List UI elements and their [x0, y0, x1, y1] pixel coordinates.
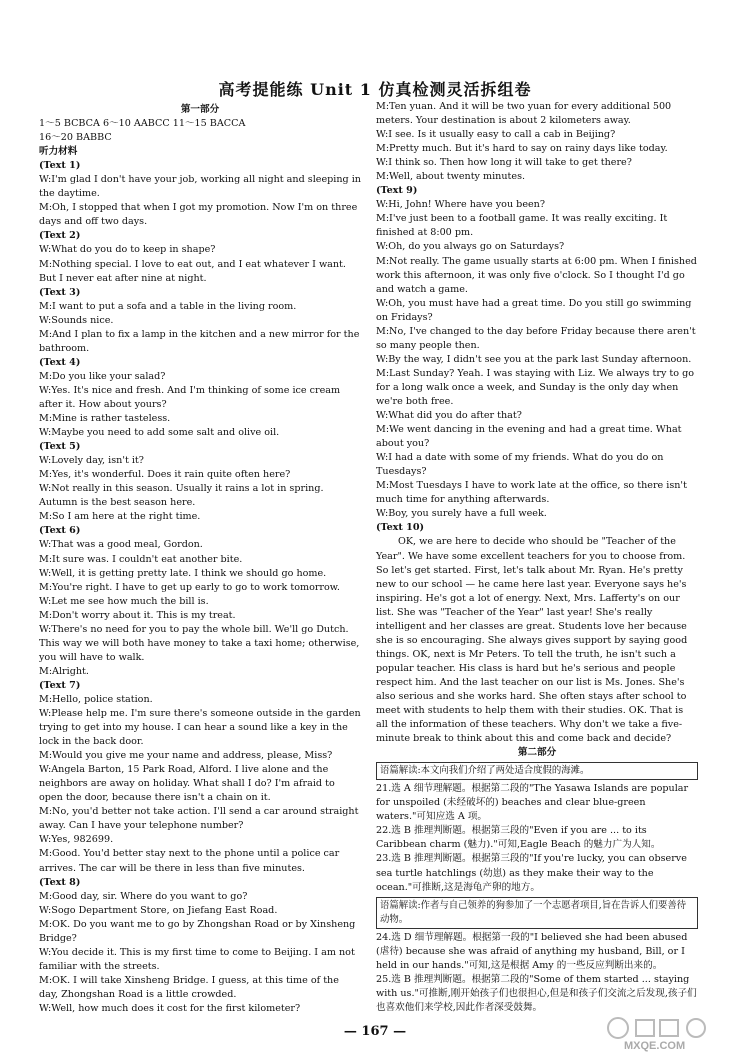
text-line: W:Please help me. I'm sure there's someone outside in the garden trying to get into my house. I can hear a sound like a key in the lock in the back door.	[39, 708, 361, 748]
text-line: M:Do you like your salad?	[39, 370, 166, 382]
text-line: M:Oh, I stopped that when I got my promotion. Now I'm on three days and off two days.	[39, 202, 358, 228]
text-line: M:No, I've changed to the day before Friday because there aren't so many people then.	[376, 325, 696, 351]
text-line: M:I want to put a sofa and a table in the living room.	[39, 300, 297, 312]
text-line: M:Mine is rather tasteless.	[39, 413, 171, 425]
text-line: M:OK. Do you want me to go by Zhongshan Road or by Xinsheng Bridge?	[39, 918, 356, 944]
text-line: OK, we are here to decide who should be "Teacher of the Year". We have some excellent teachers for you to choose from. So let's get started. First, let's talk about Mr. Ryan. He's pretty new to our school — he came here last year. Everyone says he's inspiring. He's got a lot of energy. Next, Mrs. Lafferty's on our list. She was "Teacher of the Year" last year! She's really intelligent and her classes are great. Students love her because she is so encouraging. She always gives support by saying good things. OK, next is Mr Peters. To tell the truth, he isn't such a popular teacher. His class is hard but he's serious and people respect him. And the last teacher on our list is Ms. Jones. She's also serious and she works hard. She often stays after school to meet with students to help them with their studies. OK. That is all the information of these teachers. Why don't we take a five-minute break to think about this and come back and decide?	[376, 536, 688, 745]
page-title: 高考提能练 Unit 1 仿真检测灵活拆组卷	[218, 80, 532, 99]
text-line: W:Lovely day, isn't it?	[39, 455, 144, 467]
text-line: M:Good day, sir. Where do you want to go?	[39, 890, 248, 902]
text-line: W:I think so. Then how long it will take to get there?	[376, 157, 632, 169]
text-line: M:Well, about twenty minutes.	[376, 171, 526, 183]
text-line: M:We went dancing in the evening and had a great time. What about you?	[376, 424, 682, 450]
text-line: 25.选 B 推理判断题。根据第二段的"Some of them started ... staying with us."可推断,刚开始孩子们也很担心,但是和孩子们交流之后发现,孩子们也喜欢他们来学校,因此作者深受鼓舞。	[376, 973, 697, 1013]
section-heading: (Text 4)	[39, 356, 81, 368]
text-line: W:Well, it is getting pretty late. I think we should go home.	[39, 567, 327, 579]
text-line: M:Last Sunday? Yeah. I was staying with Liz. We always try to go for a long walk once a week, and Sunday is the only day when we're both free.	[376, 367, 695, 407]
section-heading: (Text 1)	[39, 160, 81, 172]
text-line: M:Would you give me your name and address, please, Miss?	[39, 750, 333, 762]
text-line: W:Oh, you must have had a great time. Do you still go swimming on Fridays?	[376, 297, 692, 323]
text-line: M:Pretty much. But it's hard to say on rainy days like today.	[376, 143, 668, 155]
text-line: M:So I am here at the right time.	[39, 511, 201, 523]
text-line: M:It sure was. I couldn't eat another bite.	[39, 553, 243, 565]
text-line: M:No, you'd better not take action. I'll send a car around straight away. Can I have your telephone number?	[39, 806, 359, 832]
section-heading: (Text 7)	[39, 679, 81, 691]
section-heading: (Text 5)	[39, 441, 81, 453]
part-heading: 第二部分	[517, 747, 557, 759]
section-heading: (Text 6)	[39, 525, 81, 537]
text-line: 23.选 B 推理判断题。根据第三段的"If you're lucky, you can observe sea turtle hatchlings (幼崽) as they make their way to the ocean."可推断,这是海龟产卵的地方。	[376, 853, 687, 893]
svg-text:MXQE.COM: MXQE.COM	[624, 1040, 686, 1052]
text-line: W:I'm glad I don't have your job, working all night and sleeping in the daytime.	[39, 174, 361, 200]
text-line: W:Well, how much does it cost for the first kilometer?	[39, 1003, 301, 1014]
text-line: M:Nothing special. I love to eat out, and I eat whatever I want. But I never eat after nine at night.	[39, 258, 346, 284]
text-line: W:Not really in this season. Usually it rains a lot in spring. Autumn is the best season here.	[39, 483, 324, 509]
text-line: M:And I plan to fix a lamp in the kitchen and a new mirror for the bathroom.	[39, 328, 360, 354]
text-line: M:Hello, police station.	[39, 693, 153, 705]
section-heading: (Text 9)	[376, 185, 418, 197]
text-line: W:That was a good meal, Gordon.	[39, 539, 203, 551]
text-line: W:By the way, I didn't see you at the park last Sunday afternoon.	[376, 353, 692, 365]
page-number: — 167 —	[343, 1024, 407, 1039]
part-heading: 第一部分	[180, 104, 220, 115]
section-heading: (Text 3)	[39, 286, 81, 298]
text-line: W:Sounds nice.	[39, 314, 114, 326]
text-line: W:What do you do to keep in shape?	[39, 244, 216, 256]
text-line: M:I've just been to a football game. It was really exciting. It finished at 8:00 pm.	[376, 213, 668, 239]
section-heading: (Text 2)	[39, 230, 81, 242]
section-heading: (Text 10)	[376, 522, 425, 534]
text-line: M:Not really. The game usually starts at 6:00 pm. When I finished work this afternoon, it was only five o'clock. So I thought I'd go and watch a game.	[376, 255, 697, 295]
text-line: W:You decide it. This is my first time to come to Beijing. I am not familiar with the streets.	[39, 946, 355, 972]
text-line: M:Don't worry about it. This is my treat.	[39, 609, 236, 621]
text-line: M:OK. I will take Xinsheng Bridge. I guess, at this time of the day, Zhongshan Road is a little crowded.	[39, 974, 339, 1000]
text-line: W:Yes, 982699.	[39, 834, 114, 846]
text-line: W:Let me see how much the bill is.	[39, 595, 209, 607]
text-line: 21.选 A 细节理解题。根据第二段的"The Yasawa Islands are popular for unspoiled (未经破坏的) beaches and clear blue-green waters."可知应选 A 项。	[376, 783, 689, 823]
section-heading: (Text 8)	[39, 876, 81, 888]
text-line: W:There's no need for you to pay the whole bill. We'll go Dutch. This way we will both have money to take a taxi home; otherwise, you will have to walk.	[39, 623, 360, 663]
text-line: W:Sogo Department Store, on Jiefang East Road.	[39, 904, 278, 916]
text-line: W:Maybe you need to add some salt and olive oil.	[39, 427, 280, 439]
text-line: 22.选 B 推理判断题。根据第三段的"Even if you are ... to its Caribbean charm (魅力)."可知,Eagle Beach 的魅力广为人知。	[376, 825, 661, 851]
right-column	[376, 100, 698, 1015]
watermark-logo	[604, 1016, 744, 1052]
text-line: W:I see. Is it usually easy to call a cab in Beijing?	[376, 129, 616, 141]
passage-note: 语篇解读:本文向我们介绍了两处适合度假的海滩。	[376, 762, 698, 780]
text-line: 16～20 BABBC	[39, 132, 112, 144]
text-line: 24.选 D 细节理解题。根据第一段的"I believed she had been abused (虐待) because she was afraid of anything my husband, Bill, or I held in our hands."可知,这是根据 Amy 的一些反应判断出来的。	[376, 931, 688, 971]
text-line: M:Alright.	[39, 665, 89, 677]
text-line: W:Angela Barton, 15 Park Road, Alford. I live alone and the neighbors are away on holiday. What shall I do? I'm afraid to open the door, because there isn't a chain on it.	[39, 764, 335, 804]
left-column	[39, 103, 361, 1016]
text-line: M:Good. You'd better stay next to the phone until a police car arrives. The car will be there in less than five minutes.	[39, 848, 340, 874]
text-line: W:I had a date with some of my friends. What do you do on Tuesdays?	[376, 452, 664, 478]
text-line: M:Ten yuan. And it will be two yuan for every additional 500 meters. Your destination is about 2 kilometers away.	[376, 101, 672, 127]
text-line: W:Yes. It's nice and fresh. And I'm thinking of some ice cream after it. How about yours?	[39, 384, 341, 410]
text-line: W:Boy, you surely have a full week.	[376, 508, 547, 520]
text-line: 1～5 BCBCA 6～10 AABCC 11～15 BACCA	[39, 118, 246, 130]
passage-note: 语篇解读:作者与自己领养的狗参加了一个志愿者项目,旨在告诉人们要善待动物。	[376, 897, 698, 929]
text-line: W:Oh, do you always go on Saturdays?	[376, 241, 565, 253]
text-line: W:What did you do after that?	[376, 410, 522, 422]
section-heading: 听力材料	[39, 146, 78, 158]
text-line: M:Yes, it's wonderful. Does it rain quite often here?	[39, 469, 291, 481]
text-line: W:Hi, John! Where have you been?	[376, 199, 545, 211]
text-line: M:Most Tuesdays I have to work late at the office, so there isn't much time for anything afterwards.	[376, 480, 687, 506]
text-line: M:You're right. I have to get up early to go to work tomorrow.	[39, 581, 340, 593]
